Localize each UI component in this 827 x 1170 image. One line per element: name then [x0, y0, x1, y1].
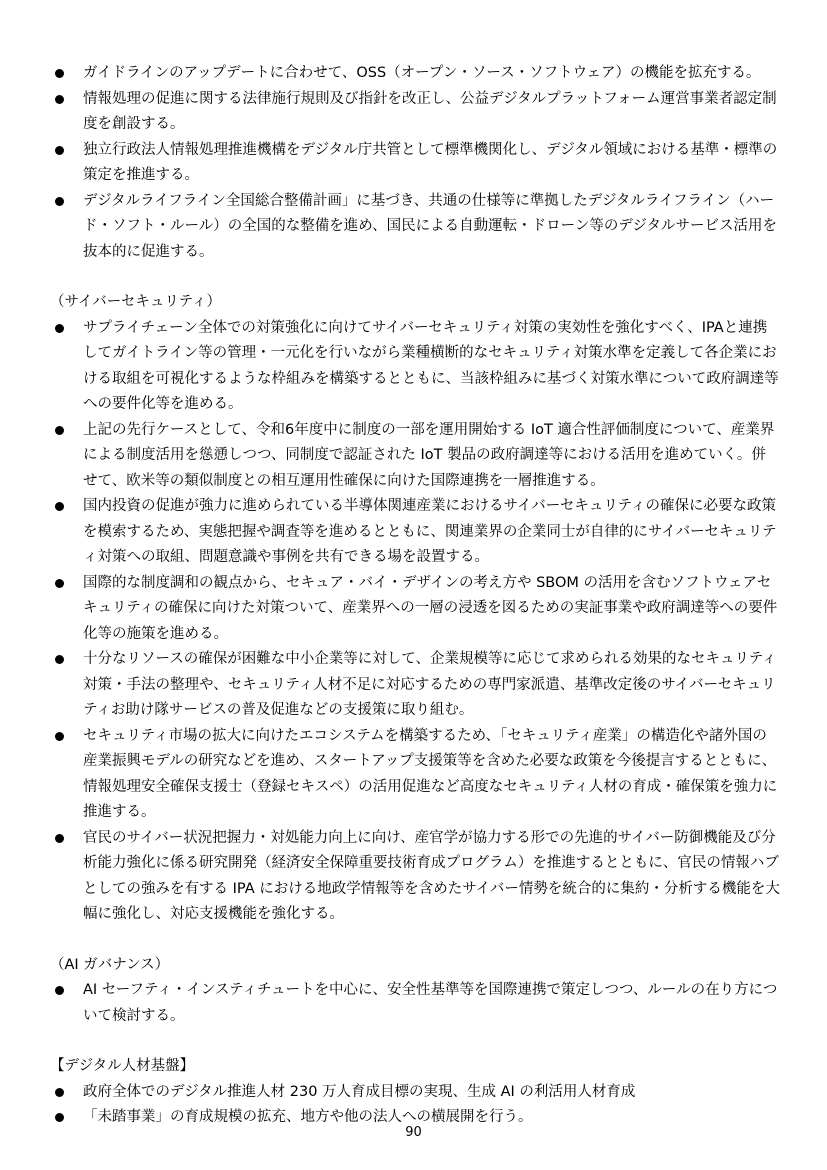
ai-bullet-list [50, 978, 780, 1029]
page-number: 90 [405, 1125, 422, 1140]
section-heading-talent: 【デジタル人材基盤】 [50, 1058, 195, 1074]
list-item: ガイドラインのアップデートに合わせて、OSS（オープン・ソース・ソフトウェア）の機能を拡充する。 [50, 61, 780, 87]
cyber-bullet-list [50, 316, 780, 928]
page-content [50, 61, 780, 1131]
list-item: セキュリティ市場の拡大に向けたエコシステムを構築するため、「セキュリティ産業」の構造化や諸外国の産業振興モデルの研究などを進め、スタートアップ支援策等を含めた必要な政策を今後提言するとともに、情報処理安全確保支援士（登録セキスペ）の活用促進など高度なセキュリティ人材の育成・確保策を強力に推進する。 [50, 724, 780, 826]
section-heading-ai: （AI ガバナンス） [50, 956, 170, 973]
list-item: サプライチェーン全体での対策強化に向けてサイバーセキュリティ対策の実効性を強化すべく、IPAと連携してガイトライン等の管理・一元化を行いながら業種横断的なセキュリティ対策水準を定義して各企業における取組を可視化するような枠組みを構築するとともに、当該枠組みに基づく対策水準について政府調達等への要件化等を進める。 [50, 316, 780, 418]
list-item: AI セーフティ・インスティチュートを中心に、安全性基準等を国際連携で策定しつつ、ルールの在り方について検討する。 [50, 978, 780, 1029]
list-item: 上記の先行ケースとして、令和6年度中に制度の一部を運用開始する IoT 適合性評価制度について、産業界による制度活用を慫慂しつつ、同制度で認証された IoT 製品の政府調達等における活用を進めていく。併せて、欧米等の類似制度との相互運用性確保に向けた国際連携を一層推進する。 [50, 418, 780, 495]
list-item: 情報処理の促進に関する法律施行規則及び指針を改正し、公益デジタルプラットフォーム運営事業者認定制度を創設する。 [50, 87, 780, 138]
intro-bullet-list [50, 61, 780, 265]
list-item: 「未踏事業」の育成規模の拡充、地方や他の法人への横展開を行う。 [50, 1105, 780, 1131]
list-item: 官民のサイバー状況把握力・対処能力向上に向け、産官学が協力する形での先進的サイバー防御機能及び分析能力強化に係る研究開発（経済安全保障重要技術育成プログラム）を推進するとともに、官民の情報ハブとしての強みを有する IPA における地政学情報等を含めたサイバー情勢を統合的に集約・分析する機能を大幅に強化し、対応支援機能を強化する。 [50, 826, 780, 928]
list-item: 国際的な制度調和の観点から、セキュア・バイ・デザインの考え方や SBOM の活用を含むソフトウェアセキュリティの確保に向けた対策ついて、産業界への一層の浸透を図るための実証事業や政府調達等への要件化等の施策を進める。 [50, 571, 780, 648]
list-item: 国内投資の促進が強力に進められている半導体関連産業におけるサイバーセキュリティの確保に必要な政策を模索するため、実態把握や調査等を進めるとともに、関連業界の企業同士が自律的にサイバーセキュリティ対策への取組、問題意識や事例を共有できる場を設置する。 [50, 494, 780, 571]
section-heading-cyber: （サイバーセキュリティ） [50, 294, 221, 310]
list-item: デジタルライフライン全国総合整備計画」に基づき、共通の仕様等に準拠したデジタルライフライン（ハード・ソフト・ルール）の全国的な整備を進め、国民による自動運転・ドローン等のデジタルサービス活用を抜本的に促進する。 [50, 189, 780, 266]
spacer [50, 1029, 780, 1054]
spacer [50, 265, 780, 290]
list-item: 十分なリソースの確保が困難な中小企業等に対して、企業規模等に応じて求められる効果的なセキュリティ対策・手法の整理や、セキュリティ人材不足に対応するための専門家派遣、基準改定後のサイバーセキュリティお助け隊サービスの普及促進などの支援策に取り組む。 [50, 647, 780, 724]
spacer [50, 928, 780, 953]
list-item: 独立行政法人情報処理推進機構をデジタル庁共管として標準機関化し、デジタル領域における基準・標準の策定を推進する。 [50, 138, 780, 189]
list-item: 政府全体でのデジタル推進人材 230 万人育成目標の実現、生成 AI の利活用人材育成 [50, 1080, 780, 1106]
